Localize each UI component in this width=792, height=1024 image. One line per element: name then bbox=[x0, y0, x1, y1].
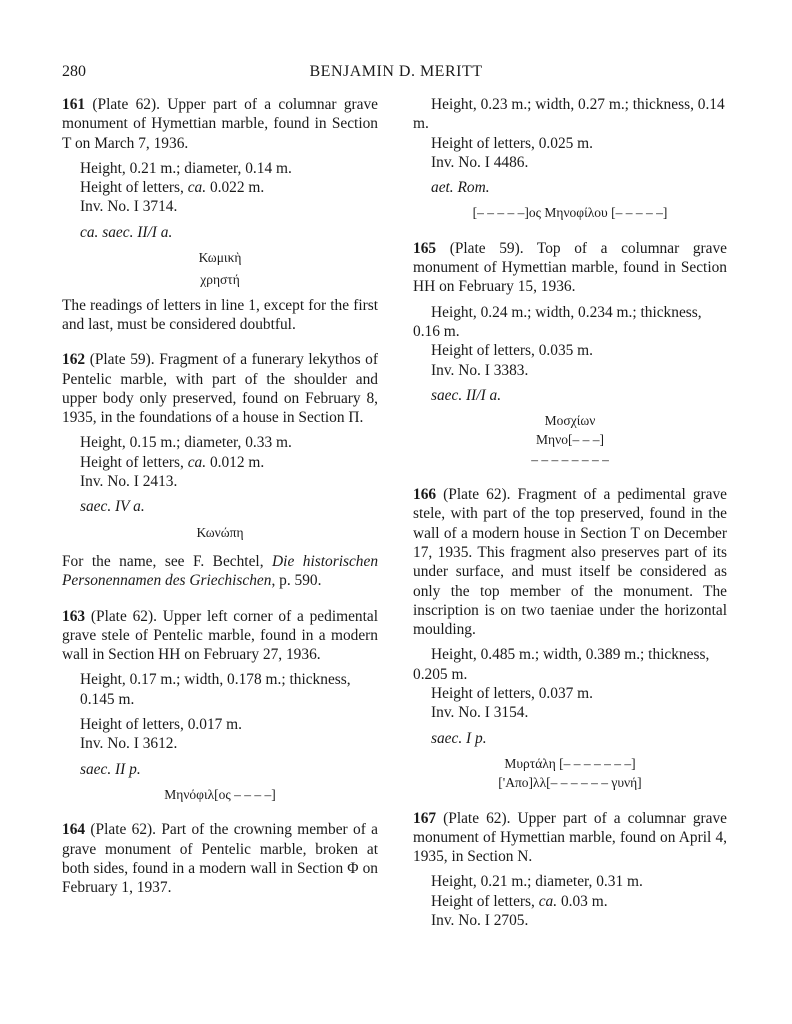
entry-number: 165 bbox=[413, 239, 437, 257]
inscription-line: – – – – – – – – bbox=[531, 451, 609, 467]
entry-number: 162 bbox=[62, 351, 86, 369]
inscription-line: Μυρτάλη [– – – – – – –] bbox=[504, 755, 636, 771]
entry-note: The readings of letters in line 1, except for the first and last, must be considered doubtful. bbox=[62, 296, 378, 333]
inventory-number: Inv. No. I 3383. bbox=[431, 361, 529, 379]
entry-164-continued bbox=[413, 95, 727, 223]
entry-number: 163 bbox=[62, 607, 86, 625]
date-line: saec. IV a. bbox=[80, 498, 145, 516]
date-line: saec. II p. bbox=[80, 760, 141, 778]
entry-description: 164 (Plate 62). Part of the crowning member of a grave monument of Pentelic marble, broken at both sides, found in a modern wall in Section Φ on February 1, 1937. bbox=[62, 821, 378, 897]
entry-164 bbox=[62, 820, 378, 897]
entry-163 bbox=[62, 607, 378, 805]
entry-number: 164 bbox=[62, 821, 86, 839]
inventory-number: Inv. No. I 3612. bbox=[80, 735, 178, 753]
inscription-line: Μοσχίων bbox=[544, 413, 596, 429]
letter-height: Height of letters, ca. 0.03 m. bbox=[431, 892, 608, 910]
entry-description: 163 (Plate 62). Upper left corner of a pedimental grave stele of Pentelic marble, found in a modern wall in Section HH on February 27, 1936. bbox=[62, 607, 378, 664]
right-column bbox=[413, 95, 727, 930]
letter-height: Height of letters, 0.017 m. bbox=[80, 716, 242, 734]
inscription-line: [– – – – –]ος Μηνοφίλου [– – – – –] bbox=[472, 205, 668, 221]
entry-number: 161 bbox=[62, 96, 86, 113]
entry-description: 166 (Plate 62). Fragment of a pedimental grave stele, with part of the top preserved, found in the wall of a modern house in Section T on December 17, 1935. This fragment also preserves part of its under surface, and must itself be considered as only the top member of the monument. The inscription is on two taeniae under the horizontal moulding. bbox=[413, 486, 727, 639]
inscription-line: Κωμικὴ bbox=[198, 250, 242, 266]
dimensions: Height, 0.21 m.; diameter, 0.14 m. bbox=[80, 159, 292, 177]
entry-165 bbox=[413, 239, 727, 469]
entry-161 bbox=[62, 95, 378, 334]
date-line: saec. II/I a. bbox=[431, 386, 502, 404]
inventory-number: Inv. No. I 4486. bbox=[431, 153, 529, 171]
running-head: BENJAMIN D. MERITT bbox=[309, 63, 483, 80]
inventory-number: Inv. No. I 2413. bbox=[80, 473, 178, 491]
inscription-line: Μηνόφιλ[ος – – – –] bbox=[164, 786, 276, 802]
entry-167 bbox=[413, 809, 727, 931]
inventory-number: Inv. No. I 3714. bbox=[80, 198, 178, 216]
entry-description: 162 (Plate 59). Fragment of a funerary lekythos of Pentelic marble, with part of the shoulder and upper body only preserved, found on February 8, 1935, in the foundations of a house in Section Π. bbox=[62, 351, 378, 427]
letter-height: Height of letters, 0.035 m. bbox=[431, 342, 593, 360]
inscription-line: ['Απο]λλ[– – – – – – γυνή] bbox=[498, 775, 642, 791]
entry-note: For the name, see F. Bechtel, Die historischen Personennamen des Griechischen, p. 590. bbox=[62, 552, 379, 590]
date-line: saec. I p. bbox=[431, 729, 487, 747]
entry-number: 167 bbox=[413, 809, 437, 827]
dimensions: Height, 0.21 m.; diameter, 0.31 m. bbox=[431, 873, 643, 891]
entry-number: 166 bbox=[413, 486, 437, 504]
dimensions: Height, 0.23 m.; width, 0.27 m.; thickness, 0.14 m. bbox=[413, 96, 725, 133]
left-column bbox=[62, 95, 378, 897]
inscription-line: Κωνώπη bbox=[196, 524, 244, 540]
page-number: 280 bbox=[62, 63, 86, 80]
inscription-line: χρηστή bbox=[200, 272, 240, 288]
page-header bbox=[0, 63, 792, 87]
inscription-line: Μηνο[– – –] bbox=[536, 432, 604, 448]
letter-height: Height of letters, ca. 0.012 m. bbox=[80, 453, 265, 471]
date-line: aet. Rom. bbox=[431, 179, 490, 197]
letter-height: Height of letters, 0.025 m. bbox=[431, 134, 593, 152]
dimensions: Height, 0.24 m.; width, 0.234 m.; thickness, 0.16 m. bbox=[413, 303, 702, 340]
dimensions: Height, 0.17 m.; width, 0.178 m.; thickness, 0.145 m. bbox=[80, 671, 351, 708]
date-line: ca. saec. II/I a. bbox=[80, 223, 173, 241]
entry-description: 167 (Plate 62). Upper part of a columnar grave monument of Hymettian marble, found on April 4, 1935, in Section N. bbox=[413, 809, 727, 866]
entry-description: 165 (Plate 59). Top of a columnar grave monument of Hymettian marble, found in Section HH on February 15, 1936. bbox=[413, 239, 727, 296]
entry-description: 161 (Plate 62). Upper part of a columnar grave monument of Hymettian marble, found in Section T on March 7, 1936. bbox=[62, 96, 378, 152]
letter-height: Height of letters, 0.037 m. bbox=[431, 685, 593, 703]
dimensions: Height, 0.15 m.; diameter, 0.33 m. bbox=[80, 434, 292, 452]
inventory-number: Inv. No. I 3154. bbox=[431, 704, 529, 722]
letter-height: Height of letters, ca. 0.022 m. bbox=[80, 179, 265, 197]
dimensions: Height, 0.485 m.; width, 0.389 m.; thickness, 0.205 m. bbox=[413, 646, 710, 683]
entry-162 bbox=[62, 350, 378, 590]
inventory-number: Inv. No. I 2705. bbox=[431, 911, 529, 929]
entry-166 bbox=[413, 485, 727, 792]
